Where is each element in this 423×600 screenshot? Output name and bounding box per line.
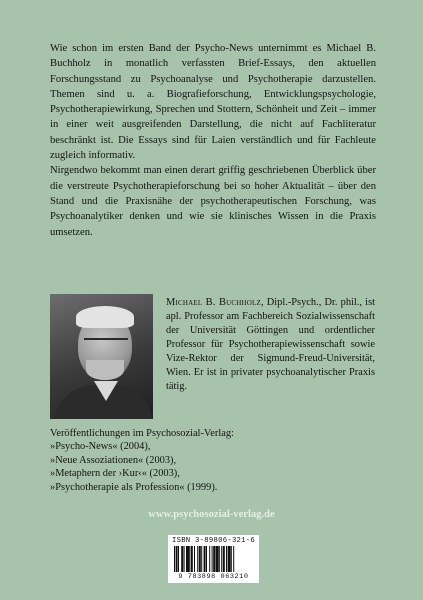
author-photo bbox=[50, 294, 153, 419]
ean-number: 9 783898 063210 bbox=[178, 573, 249, 581]
photo-beard bbox=[86, 360, 124, 380]
barcode-stripe bbox=[223, 546, 225, 572]
barcode-stripe bbox=[184, 546, 185, 572]
author-bio bbox=[166, 296, 375, 394]
barcode-stripe bbox=[212, 546, 213, 572]
back-cover-blurb bbox=[50, 41, 376, 240]
blurb-paragraph-1: Wie schon im ersten Band der Psycho-News unternimmt es Michael B. Buchholz in monatlich verfassten Brief-Essays, den aktuellen Forschungsstand zu Psychoanalyse und Psychotherapie darzustellen. Themen sind u. a. Biografieforschung, Entwicklungspsychologie, Psychotherapiewirkung, Sprechen und Stottern, Schönheit und Zeit – immer in einer weit ausgreifenden Darstellung, die nicht auf Fachliteratur beschränkt ist. Die Essays sind für Laien verständlich und für Fachleute zugleich informativ. bbox=[50, 43, 376, 162]
barcode-stripe bbox=[191, 546, 193, 572]
publication-item: »Psychotherapie als Profession« (1999). bbox=[50, 481, 218, 493]
barcode-stripe bbox=[181, 546, 183, 572]
barcode-stripe bbox=[231, 546, 232, 572]
barcode-stripe bbox=[204, 546, 206, 572]
publication-item: »Psycho-News« (2004), bbox=[50, 441, 151, 453]
publications-list bbox=[50, 427, 370, 494]
barcode-stripe bbox=[178, 546, 179, 572]
barcode-stripe bbox=[228, 546, 231, 572]
barcode-stripe bbox=[219, 546, 220, 572]
barcode-stripe bbox=[221, 546, 222, 572]
barcode-stripe bbox=[174, 546, 175, 572]
author-bio-text: , Dipl.-Psych., Dr. phil., ist apl. Professor am Fachbereich Sozialwissenschaft der Universität Göttingen und ordentlicher Professor für Psychotherapiewissenschaft sowie Vize-Rektor der Sigmund-Freud-Universität, Wien. Er ist in privater psychoanalytischer Praxis tätig. bbox=[166, 297, 375, 392]
barcode-stripe bbox=[233, 546, 234, 572]
isbn-label: ISBN 3-89806-321-6 bbox=[171, 537, 256, 545]
publisher-website: www.psychosozial-verlag.de bbox=[148, 509, 275, 520]
barcode-stripe bbox=[197, 546, 198, 572]
author-name: Michael B. Buchholz bbox=[166, 297, 261, 308]
photo-hair bbox=[76, 306, 134, 328]
barcode-stripe bbox=[176, 546, 178, 572]
barcode-stripe bbox=[206, 546, 207, 572]
isbn-barcode bbox=[168, 535, 259, 583]
barcode-stripe bbox=[186, 546, 189, 572]
blurb-paragraph-2: Nirgendwo bekommt man einen derart griffig geschriebenen Überblick über die verstreute Psychotherapieforschung bei so hoher Aktualität – über den Stand und die Praxisnähe der psychotherapeutischen Forschung, was Psychoanalytiker denken und wie sie klinisches Wissen in die Praxis umsetzen. bbox=[50, 165, 376, 238]
barcode-stripe bbox=[213, 546, 215, 572]
publication-item: »Neue Assoziationen« (2003), bbox=[50, 454, 177, 466]
barcode-stripe bbox=[201, 546, 202, 572]
barcode-stripe bbox=[194, 546, 195, 572]
barcode-stripe bbox=[199, 546, 201, 572]
photo-glasses bbox=[84, 338, 128, 350]
barcode-stripe bbox=[226, 546, 227, 572]
publication-item: »Metaphern der ›Kur‹« (2003), bbox=[50, 468, 180, 480]
publications-heading: Veröffentlichungen im Psychosozial-Verlag: bbox=[50, 428, 234, 439]
barcode-bars bbox=[174, 546, 253, 572]
barcode-stripe bbox=[189, 546, 190, 572]
barcode-stripe bbox=[209, 546, 210, 572]
barcode-stripe bbox=[216, 546, 219, 572]
